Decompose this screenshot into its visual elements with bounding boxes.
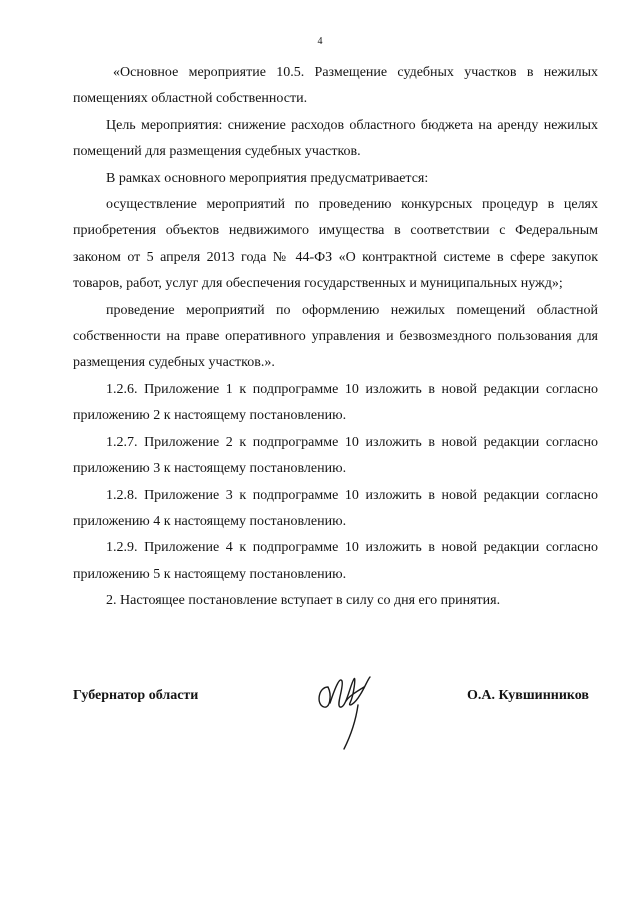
paragraph-measure-title: «Основное мероприятие 10.5. Размещение судебных участков в нежилых помещениях областной собственности. (73, 65, 598, 107)
paragraph-measure-goal: Цель мероприятия: снижение расходов областного бюджета на аренду нежилых помещений для размещения судебных участков. (73, 117, 598, 160)
paragraph-item-1-2-7: 1.2.7. Приложение 2 к подпрограмме 10 изложить в новой редакции согласно приложению 3 к настоящему постановлению. (73, 434, 598, 477)
paragraph-item-1-2-8: 1.2.8. Приложение 3 к подпрограмме 10 изложить в новой редакции согласно приложению 4 к настоящему постановлению. (73, 487, 598, 529)
document-body (73, 60, 598, 615)
page-number: 4 (317, 36, 323, 47)
handwritten-signature (310, 665, 380, 755)
paragraph-item-1-2-9: 1.2.9. Приложение 4 к подпрограмме 10 изложить в новой редакции согласно приложению 5 к настоящему постановлению. (73, 540, 598, 582)
paragraph-procurement: осуществление мероприятий по проведению конкурсных процедур в целях приобретения объектов недвижимого имущества в соответствии с Федеральным законом от 5 апреля 2013 года № 44-ФЗ «О контрактной системе в сфере закупок товаров, работ, услуг для обеспечения государственных и муниципальных нужд»; (73, 197, 598, 292)
paragraph-framework-intro: В рамках основного мероприятия предусматривается: (106, 170, 429, 186)
paragraph-registration: проведение мероприятий по оформлению нежилых помещений областной собственности на праве оперативного управления и безвозмездного пользования для размещения судебных участков.». (73, 302, 598, 371)
signer-name: О.А. Кувшинников (466, 688, 589, 703)
signer-title: Губернатор области (73, 688, 199, 703)
paragraph-item-1-2-6: 1.2.6. Приложение 1 к подпрограмме 10 изложить в новой редакции согласно приложению 2 к настоящему постановлению. (73, 381, 598, 424)
paragraph-effective-date: 2. Настоящее постановление вступает в силу со дня его принятия. (106, 593, 501, 609)
